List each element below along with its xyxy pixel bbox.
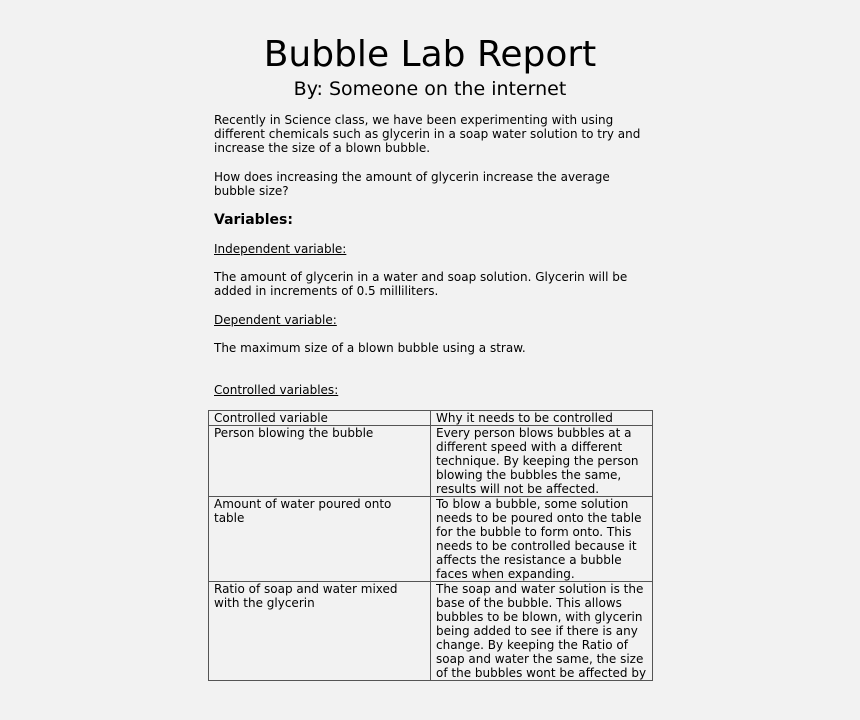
table-cell-variable — [209, 582, 431, 681]
intro-paragraph: Recently in Science class, we have been experimenting with using different chemicals such as glycerin in a soap water solution to try and increase the size of a blown bubble. — [214, 113, 641, 155]
cell-text: Every person blows bubbles at a different speed with a different technique. By keeping the person blowing the bubbles the same, results will not be affected. — [436, 426, 639, 496]
controlled-variables-label: Controlled variables: — [214, 383, 339, 397]
author-line: By: Someone on the internet — [293, 78, 567, 100]
table-row — [209, 582, 653, 681]
independent-variable-label: Independent variable: — [214, 242, 347, 256]
table-header-cell: Controlled variable — [209, 411, 431, 426]
cell-text: Ratio of soap and water mixed with the glycerin — [214, 582, 398, 610]
independent-variable-text: The amount of glycerin in a water and soap solution. Glycerin will be added in increments of 0.5 milliliters. — [214, 270, 628, 298]
table-header-row — [209, 411, 653, 426]
variables-heading: Variables: — [214, 212, 293, 228]
page-title: Bubble Lab Report — [263, 34, 597, 75]
dependent-variable-label: Dependent variable: — [214, 313, 337, 327]
research-question: How does increasing the amount of glycerin increase the average bubble size? — [214, 170, 610, 198]
dependent-variable-text: The maximum size of a blown bubble using a straw. — [214, 341, 526, 355]
table-cell-variable — [209, 426, 431, 497]
table-cell-reason — [431, 426, 653, 497]
controlled-variables-table — [208, 410, 653, 681]
table-cell-reason — [431, 582, 653, 681]
table-header-cell: Why it needs to be controlled — [431, 411, 653, 426]
cell-text: The soap and water solution is the base of the bubble. This allows bubbles to be blown, with glycerin being added to see if there is any change. By keeping the Ratio of soap and water the same, the size of the bubbles wont be affected by — [436, 582, 647, 680]
table-cell-variable — [209, 497, 431, 582]
table-cell-reason — [431, 497, 653, 582]
cell-text: Amount of water poured onto table — [214, 497, 392, 525]
table-row — [209, 426, 653, 497]
table-row — [209, 497, 653, 582]
cell-text: To blow a bubble, some solution needs to be poured onto the table for the bubble to form onto. This needs to be controlled because it affects the resistance a bubble faces when expanding. — [436, 497, 642, 581]
cell-text: Person blowing the bubble — [214, 426, 374, 440]
